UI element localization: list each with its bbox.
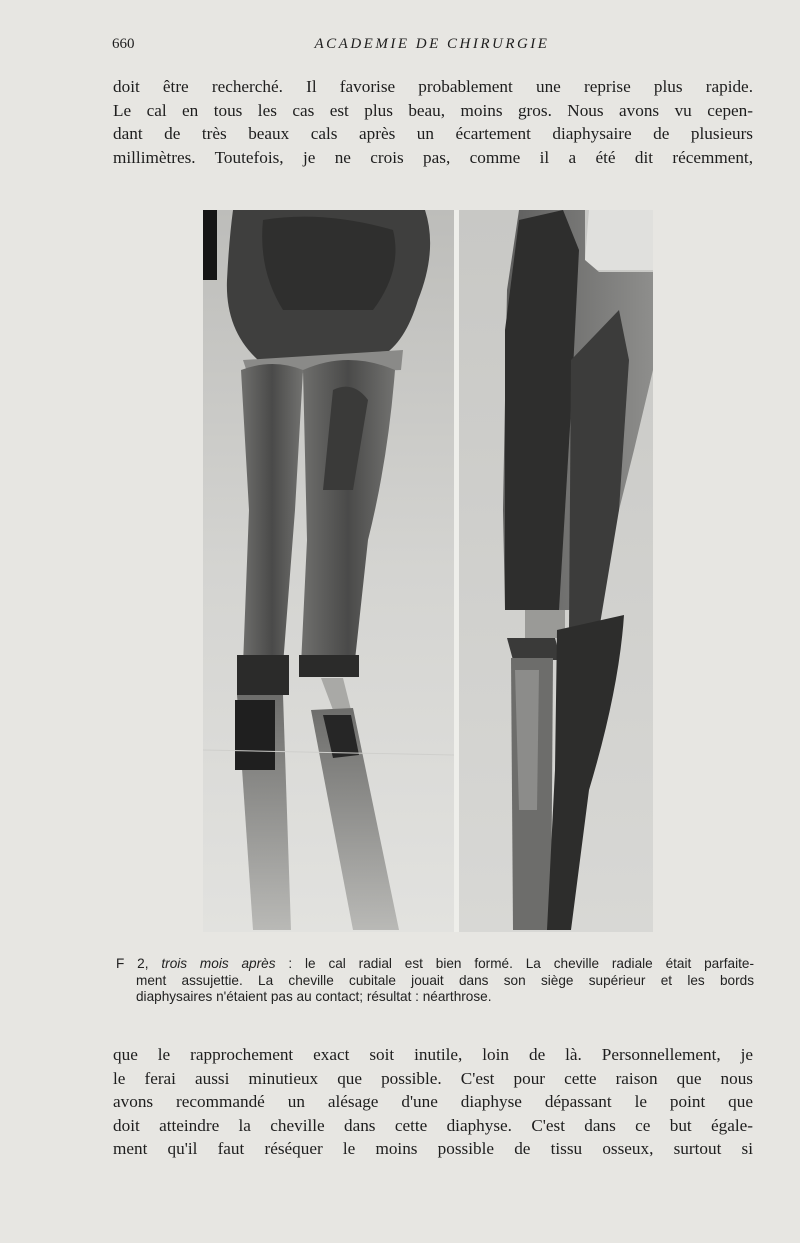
page-header xyxy=(112,36,752,60)
running-title: ACADEMIE DE CHIRURGIE xyxy=(314,36,550,52)
caption-line-3: diaphysaires n'étaient pas au contact; résultat : néarthrose. xyxy=(136,989,492,1004)
radiograph-lateral-view xyxy=(459,210,653,932)
text-line: millimètres. Toutefois, je ne crois pas, comme il a été dit récemment, xyxy=(113,147,753,167)
caption-line xyxy=(116,956,754,973)
text-line: Le cal en tous les cas est plus beau, moins gros. Nous avons vu cepen- xyxy=(113,100,753,120)
text-line: dant de très beaux cals après un écartement diaphysaire de plusieurs xyxy=(113,124,753,143)
text-line: ment qu'il faut réséquer le moins possible de tissu osseux, surtout si xyxy=(113,1139,753,1158)
text-line: doit atteindre la cheville dans cette diaphyse. C'est dans ce but égale- xyxy=(113,1115,753,1135)
text-line: avons recommandé un alésage d'une diaphyse dépassant le point que xyxy=(113,1092,753,1111)
caption-italic: trois mois après xyxy=(161,956,276,971)
body-text-top xyxy=(113,75,753,169)
figure-caption xyxy=(116,956,754,1006)
page-number: 660 xyxy=(112,36,135,52)
radiograph-figure xyxy=(203,210,653,932)
caption-line-1: : le cal radial est bien formé. La cheville radiale était parfaite- xyxy=(275,956,754,971)
text-line: que le rapprochement exact soit inutile, loin de là. Personnellement, je xyxy=(113,1045,753,1064)
body-text-bottom xyxy=(113,1043,753,1161)
caption-line-2: ment assujettie. La cheville cubitale jouait dans son siège supérieur et les bords xyxy=(136,972,754,988)
radiograph-frontal-view xyxy=(203,210,454,932)
text-line: le ferai aussi minutieux que possible. C'est pour cette raison que nous xyxy=(113,1068,753,1088)
caption-label: F 2, xyxy=(116,956,149,971)
text-line: doit être recherché. Il favorise probablement une reprise plus rapide. xyxy=(113,77,753,96)
